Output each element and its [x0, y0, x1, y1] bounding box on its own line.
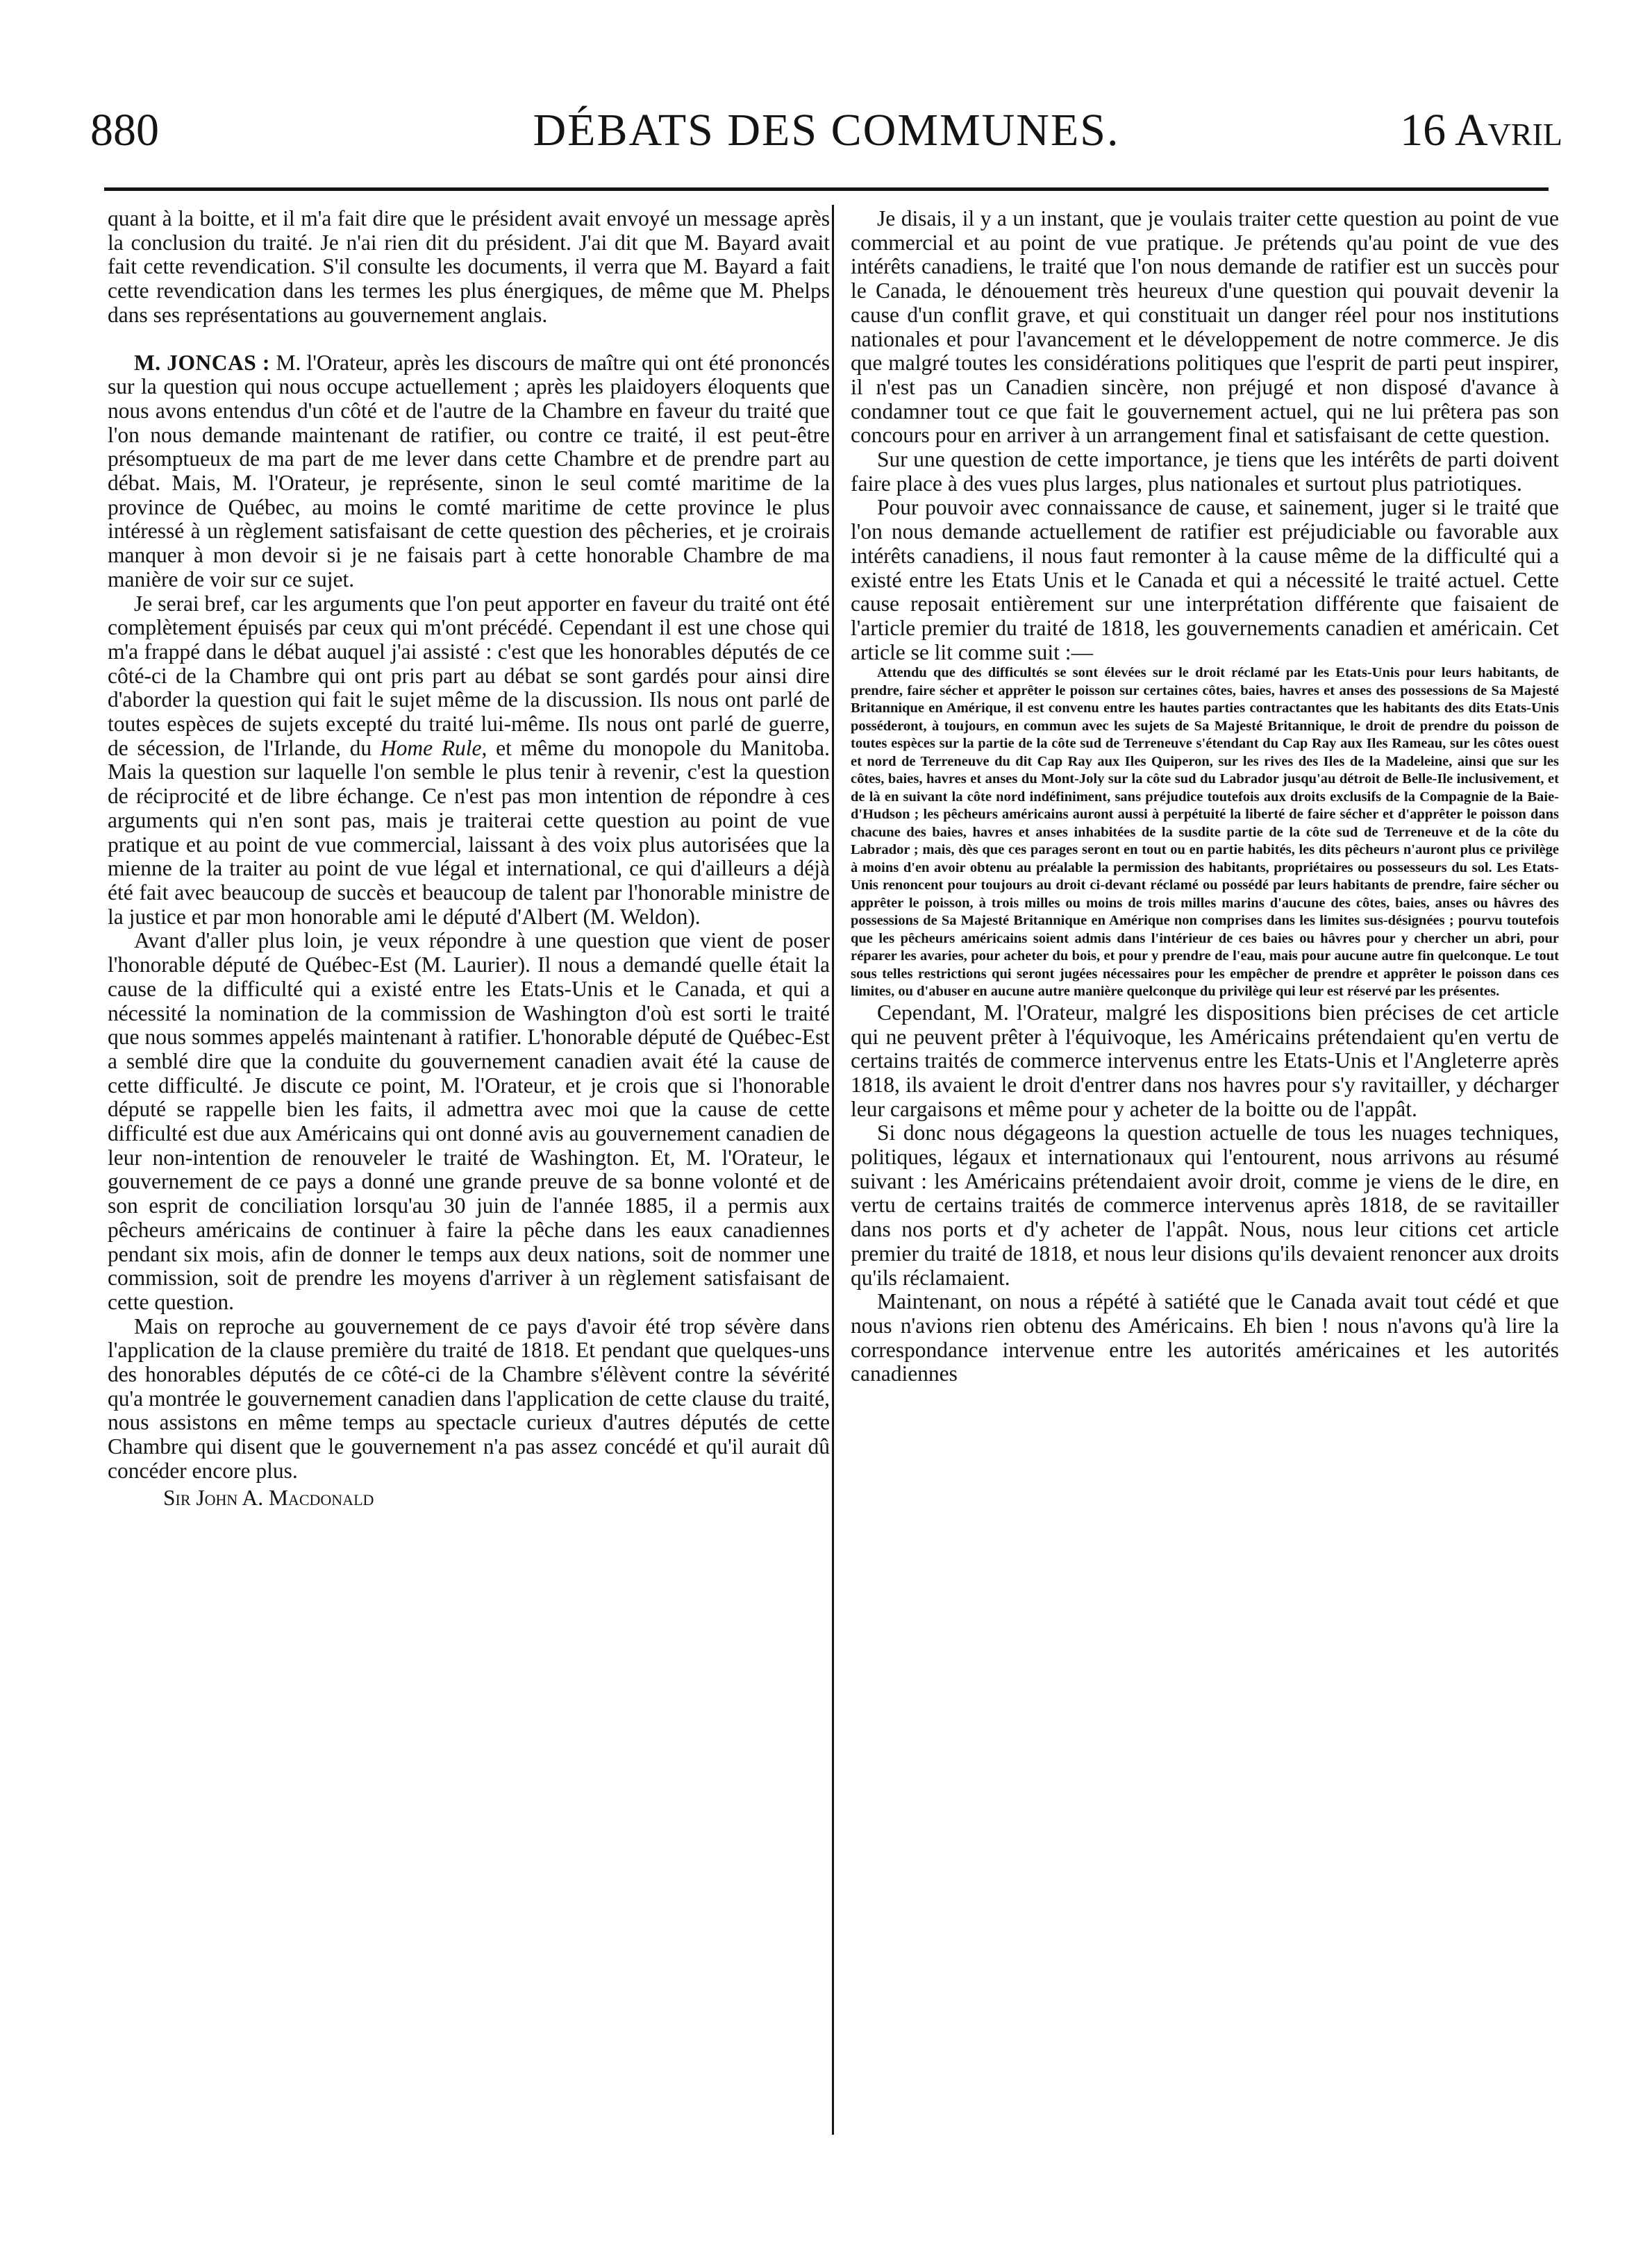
paragraph-text: Je serai bref, car les arguments que l'on peut apporter en faveur du traité ont été complètement épuisés par ceux qui m'ont précédé. Cependant il est une chose qui m'a frappé dans le débat auquel j'ai assisté : c'est que les honorables députés de ce côté-ci de la Chambre qui ont pris part au débat se sont gardés pour ainsi dire d'aborder la question qui fait le sujet même de la discussion. Ils nous ont parlé de toutes espèces de sujets excepté du traité lui-même. Ils nous ont parlé de guerre, de sécession, de l'Irlande, du — [108, 591, 830, 760]
paragraph: Maintenant, on nous a répété à satiété que le Canada avait tout cédé et que nous n'avions rien obtenu des Américains. Eh bien ! nous n'avons qu'à lire la correspondance intervenue entre les autorités américaines et les autorités canadiennes — [851, 1289, 1559, 1386]
signature-line: Sir John A. Macdonald — [163, 1485, 374, 1510]
paragraph: Sur une question de cette importance, je tiens que les intérêts de parti doivent faire place à des vues plus larges, plus nationales et surtout plus patriotiques. — [851, 447, 1559, 496]
paragraph-text: M. l'Orateur, après les discours de maître qui ont été prononcés sur la question qui nous occupe actuellement ; après les plaidoyers éloquents que nous avons entendus d'un côté et de l'autre de la Chambre en faveur du traité que l'on nous demande maintenant de ratifier, ou contre ce traité, il est peut-être présomptueux de ma part de me lever dans cette Chambre et de prendre part au débat. Mais, M. l'Orateur, je représente, sinon le seul comté maritime de la province de Québec, au moins le comté maritime de cette province le plus intéressé à un règlement satisfaisant de cette question des pêcheries, et je croirais manquer à mon devoir si je ne faisais part à cette honorable Chambre de ma manière de voir sur ce sujet. — [108, 350, 830, 591]
left-column — [108, 207, 830, 1510]
paragraph: Je disais, il y a un instant, que je voulais traiter cette question au point de vue commercial et au point de vue pratique. Je prétends qu'au point de vue des intérêts canadiens, le traité que l'on nous demande de ratifier est un succès pour le Canada, le dénouement très heureux d'une question qui pouvait devenir la cause d'un conflit grave, et qui constituait un danger réel pour nos institutions nationales et pour l'avancement et le développement de notre commerce. Je dis que malgré toutes les considérations politiques que l'esprit de parti peut inspirer, il n'est pas un Canadien sincère, non préjugé et non disposé d'avance à condamner tout ce que fait le gouvernement actuel, qui ne lui prêtera pas son concours pour en arriver à un arrangement final et satisfaisant de cette question. — [851, 206, 1559, 448]
treaty-quote: Attendu que des difficultés se sont élevées sur le droit réclamé par les Etats-Unis pour leurs habitants, de prendre, faire sécher et apprêter le poisson sur certaines côtes, baies, havres et anses des possessions de Sa Majesté Britannique en Amérique, il est convenu entre les hautes parties contractantes que les habitants des dits Etats-Unis posséderont, à toujours, en commun avec les sujets de Sa Majesté Britannique, le droit de prendre du poisson de toutes espèces sur la partie de la côte sud de Terreneuve s'étendant du Cap Ray aux Iles Rameau, sur les côtes ouest et nord de Terreneuve du dit Cap Ray aux Iles Quiperon, sur les rives des Iles de la Madeleine, ainsi que sur les côtes, baies, havres et anses du Mont-Joly sur la côte sud du Labrador jusqu'au détroit de Belle-Ile inclusivement, et de là en suivant la côte nord indéfiniment, sans préjudice toutefois aux droits exclusifs de la Compagnie de la Baie-d'Hudson ; les pêcheurs américains auront aussi à perpétuité la liberté de faire sécher et d'apprêter le poisson dans chacune des baies, havres et anses inhabitées de la susdite partie de la côte sud de Terreneuve et de la côte du Labrador ; mais, dès que ces parages seront en tout ou en partie habités, les dits pêcheurs n'auront plus ce privilège à moins d'en avoir obtenu au préalable la permission des habitants, propriétaires ou possesseurs du sol. Les Etats-Unis renoncent pour toujours au droit ci-devant réclamé ou possédé par leurs habitants de prendre, faire sécher ou apprêter le poisson, à trois milles ou moins de trois milles marins d'aucune des côtes, baies, anses ou hâvres des possessions de Sa Majesté Britannique en Amérique non comprises dans les limites sus-désignées ; pourvu toutefois que les pêcheurs américains soient admis dans l'intérieur de ces baies ou hâvres pour y chercher un abri, pour réparer les avaries, pour acheter du bois, et pour y prendre de l'eau, mais pour aucune autre fin quelconque. Le tout sous telles restrictions qui seront jugées nécessaires pour les empêcher de prendre et apprêter le poisson dans ces limites, ou d'abuser en aucune autre manière quelconque du privilège qui leur est réservé par les présentes. — [851, 665, 1559, 1000]
page-number: 880 — [90, 105, 159, 156]
page-date: 16 Avril — [1400, 105, 1562, 156]
paragraph: quant à la boitte, et il m'a fait dire que le président avait envoyé un message après la conclusion du traité. Je n'ai rien dit du président. J'ai dit que M. Bayard avait fait cette revendication. S'il consulte les documents, il verra que M. Bayard a fait cette revendication dans les termes les plus énergiques, de même que M. Phelps dans ses représentations au gouvernement anglais. — [108, 206, 830, 327]
paragraph-text: , et même du monopole du Manitoba. Mais la question sur laquelle l'on semble le plus tenir à revenir, c'est la question de réciprocité et de libre échange. Ce n'est pas mon intention de répondre à ces arguments qui n'en sont pas, mais je traiterai cette question au point de vue pratique et au point de vue commercial, laissant à des voix plus autorisées que la mienne de la traiter au point de vue légal et international, ce qui d'ailleurs a déjà été fait avec beaucoup de succès et beaucoup de talent par l'honorable ministre de la justice et par mon honorable ami le député d'Albert (M. Weldon). — [108, 735, 830, 929]
header-rule — [104, 187, 1549, 191]
paragraph: Pour pouvoir avec connaissance de cause, et sainement, juger si le traité que l'on nous demande actuellement de ratifier est préjudiciable ou favorable aux intérêts canadiens, il nous faut remonter à la cause même de la difficulté qui a existé entre les Etats Unis et le Canada et qui a nécessité le traité actuel. Cette cause reposait entièrement sur une interprétation différente que faisaient de l'article premier du traité de 1818, les gouvernements canadien et américain. Cet article se lit comme suit :— — [851, 495, 1559, 664]
paragraph: Si donc nous dégageons la question actuelle de tous les nuages techniques, politiques, légaux et internationaux qui l'entourent, nous arrivons au résumé suivant : les Américains prétendaient avoir droit, comme je viens de le dire, en vertu de certains traités de commerce intervenus après 1818, de se ravitailler dans nos ports et d'y acheter de l'appât. Nous, nous leur citions cet article premier du traité de 1818, et nous leur disions qu'ils devaient renoncer aux droits qu'ils réclamaient. — [851, 1120, 1559, 1290]
page-header — [90, 104, 1562, 174]
column-divider — [832, 205, 834, 2135]
emphasis-text: Home Rule — [380, 735, 482, 760]
paragraph — [108, 351, 830, 592]
paragraph: Cependant, M. l'Orateur, malgré les dispositions bien précises de cet article qui ne peuvent prêter à l'équivoque, les Américains prétendaient qu'en vertu de certains traités de commerce intervenus entre les Etats-Unis et l'Angleterre après 1818, ils avaient le droit d'entrer dans nos havres pour s'y ravitailler, y décharger leur cargaisons et même pour y acheter de la boitte ou de l'appât. — [851, 1000, 1559, 1121]
speaker-name: M. JONCAS : — [134, 350, 276, 375]
right-column — [851, 207, 1559, 1386]
page-title: DÉBATS DES COMMUNES. — [533, 105, 1120, 156]
paragraph: Avant d'aller plus loin, je veux répondre à une question que vient de poser l'honorable député de Québec-Est (M. Laurier). Il nous a demandé quelle était la cause de la difficulté qui a existé entre les Etats-Unis et le Canada, et qui a nécessité la nomination de la commission de Washington d'où est sorti le traité que nous sommes appelés maintenant à ratifier. L'honorable député de Québec-Est a semblé dire que la conduite du gouvernement canadien avait été la cause de cette difficulté. Je discute ce point, M. l'Orateur, et je crois que si l'honorable député se rappelle bien les faits, il admettra avec moi que la cause de cette difficulté est due aux Américains qui ont donné avis au gouvernement canadien de leur non-intention de renouveler le traité de Washington. Et, M. l'Orateur, le gouvernement de ce pays a donné une grande preuve de sa bonne volonté et de son esprit de conciliation lorsqu'au 30 juin de l'année 1885, il a permis aux pêcheurs américains de continuer à faire la pêche dans les eaux canadiennes pendant six mois, afin de donner le temps aux deux nations, soit de nommer une commission, soit de prendre les moyens d'arriver à un règlement satisfaisant de cette question. — [108, 928, 830, 1314]
paragraph: Mais on reproche au gouvernement de ce pays d'avoir été trop sévère dans l'application de la clause première du traité de 1818. Et pendant que quelques-uns des honorables députés de ce côté-ci de la Chambre s'élèvent contre la sévérité qu'a montrée le gouvernement canadien dans l'application de cette clause du traité, nous assistons en même temps au spectacle curieux d'autres députés de cette Chambre qui disent que le gouvernement n'a pas assez concédé et qu'il aurait dû concéder encore plus. — [108, 1313, 830, 1483]
paragraph — [108, 592, 830, 930]
